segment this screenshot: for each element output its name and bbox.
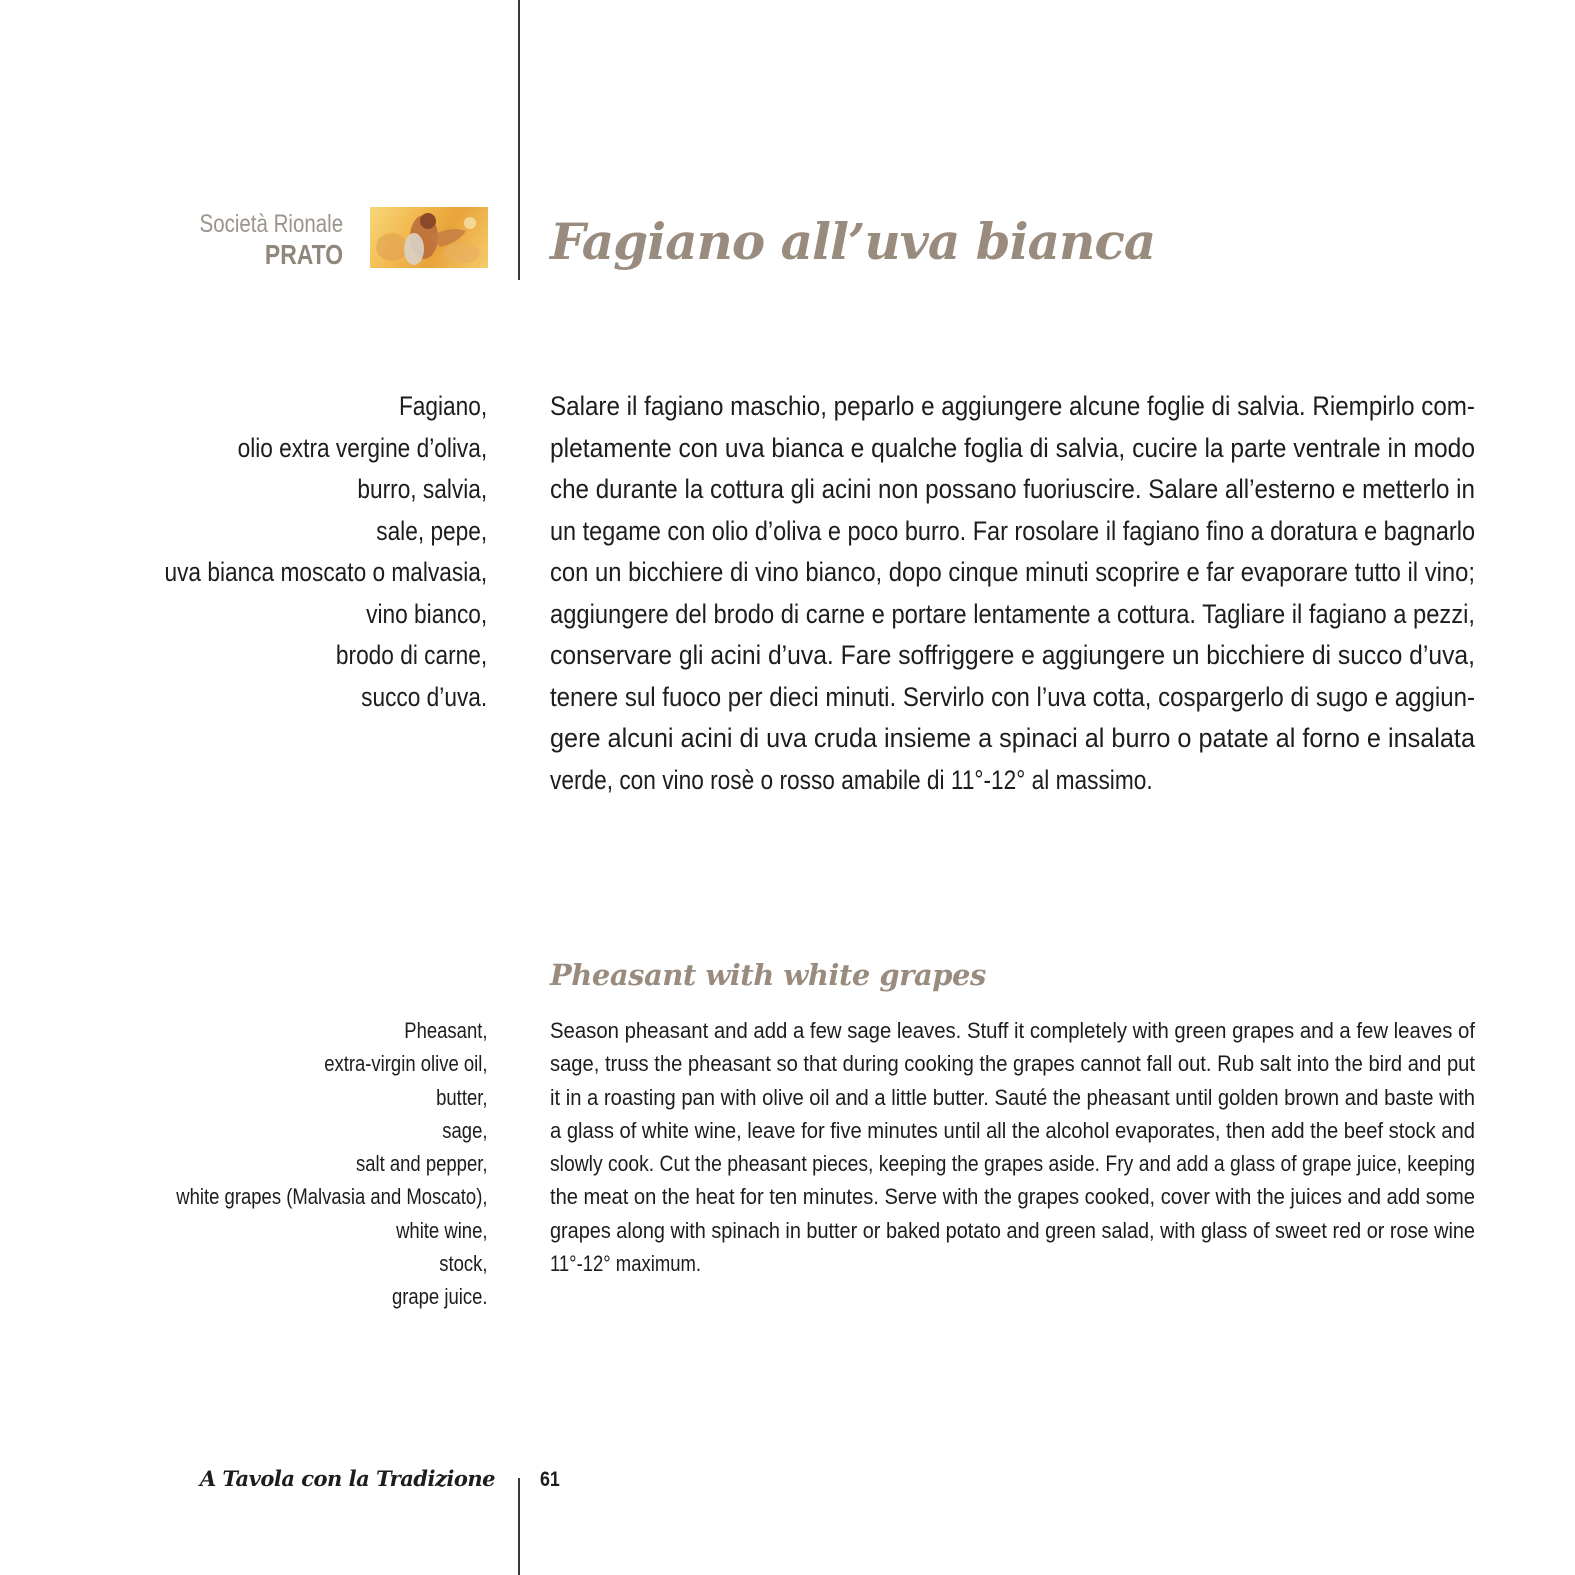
ingredients-list-english [117, 1014, 488, 1314]
method-line: verde, con vino rosè o rosso amabile di 11°-12° al massimo. [550, 764, 1153, 795]
society-name: Società Rionale [199, 210, 343, 238]
ingredient-item: sage, [441, 1117, 487, 1143]
ingredient-item: brodo di carne, [335, 640, 487, 670]
method-text-english [550, 1014, 1475, 1280]
method-text-italian [550, 386, 1475, 801]
ingredient-item: stock, [438, 1251, 487, 1277]
ingredient-item: olio extra vergine d’oliva, [237, 432, 487, 463]
vertical-divider-top [518, 0, 520, 280]
method-line: che durante la cottura gli acini non possano fuoriuscire. Salare all’esterno e metterlo in [550, 474, 1475, 504]
society-district: PRATO [264, 239, 343, 270]
english-subtitle: Pheasant with white grapes [550, 958, 986, 992]
ingredient-item: succo d’uva. [360, 681, 487, 712]
recipe-title: Fagiano all’uva bianca [550, 212, 1156, 271]
ingredient-item: Fagiano, [398, 391, 487, 421]
method-line: gere alcuni acini di uva cruda insieme a spinaci al burro o patate al forno e insalata [550, 723, 1475, 753]
method-line: the meat on the heat for ten minutes. Serve with the grapes cooked, cover with the juices and add some [550, 1184, 1475, 1210]
method-line: conservare gli acini d’uva. Fare soffriggere e aggiungere un bicchiere di succo d’uva, [550, 640, 1475, 670]
method-line: sage, truss the pheasant so that during cooking the grapes cannot fall out. Rub salt into the bird and put [550, 1051, 1475, 1077]
method-line: aggiungere del brodo di carne e portare lentamente a cottura. Tagliare il fagiano a pezzi, [550, 598, 1475, 629]
ingredient-item: butter, [435, 1084, 487, 1110]
method-line: a glass of white wine, leave for five minutes until all the alcohol evaporates, then add the beef stock and [550, 1117, 1475, 1143]
method-line: grapes along with spinach in butter or baked potato and green salad, with glass of sweet red or rose wine [550, 1217, 1475, 1243]
ingredient-item: extra-virgin olive oil, [323, 1051, 487, 1077]
method-line: Season pheasant and add a few sage leaves. Stuff it completely with green grapes and a few leaves of [550, 1018, 1475, 1043]
ingredient-item: uva bianca moscato o malvasia, [164, 557, 487, 587]
vertical-divider-bottom [518, 1478, 520, 1575]
method-line: 11°-12° maximum. [550, 1251, 702, 1277]
method-line: slowly cook. Cut the pheasant pieces, keeping the grapes aside. Fry and add a glass of grape juice, keeping [550, 1151, 1475, 1177]
ingredient-item: white grapes (Malvasia and Moscato), [175, 1184, 487, 1210]
ingredient-item: vino bianco, [365, 598, 487, 629]
ingredient-item: Pheasant, [403, 1018, 487, 1043]
method-line: un tegame con olio d’oliva e poco burro. Far rosolare il fagiano fino a doratura e bagnarlo [550, 515, 1475, 546]
method-line: Salare il fagiano maschio, peparlo e aggiungere alcune foglie di salvia. Riempirlo com- [550, 391, 1475, 421]
society-label [168, 210, 343, 271]
ingredient-item: white wine, [395, 1217, 487, 1243]
ingredient-item: sale, pepe, [376, 515, 487, 546]
method-line: pletamente con uva bianca e qualche foglia di salvia, cucire la parte ventrale in modo [550, 432, 1475, 463]
ingredient-item: grape juice. [391, 1284, 487, 1310]
method-line: con un bicchiere di vino bianco, dopo cinque minuti scoprire e far evaporare tutto il vino; [550, 557, 1475, 587]
book-title: A Tavola con la Tradizione [199, 1466, 495, 1491]
ingredients-list-italian [103, 386, 487, 718]
page-number: 61 [540, 1468, 560, 1491]
method-line: it in a roasting pan with olive oil and a little butter. Sauté the pheasant until golden brown and baste with [550, 1084, 1475, 1110]
ingredient-item: burro, salvia, [357, 474, 487, 504]
fresco-emblem-icon [370, 207, 488, 268]
ingredient-item: salt and pepper, [355, 1151, 487, 1177]
method-line: tenere sul fuoco per dieci minuti. Servirlo con l’uva cotta, cospargerlo di sugo e aggiun- [550, 681, 1475, 712]
